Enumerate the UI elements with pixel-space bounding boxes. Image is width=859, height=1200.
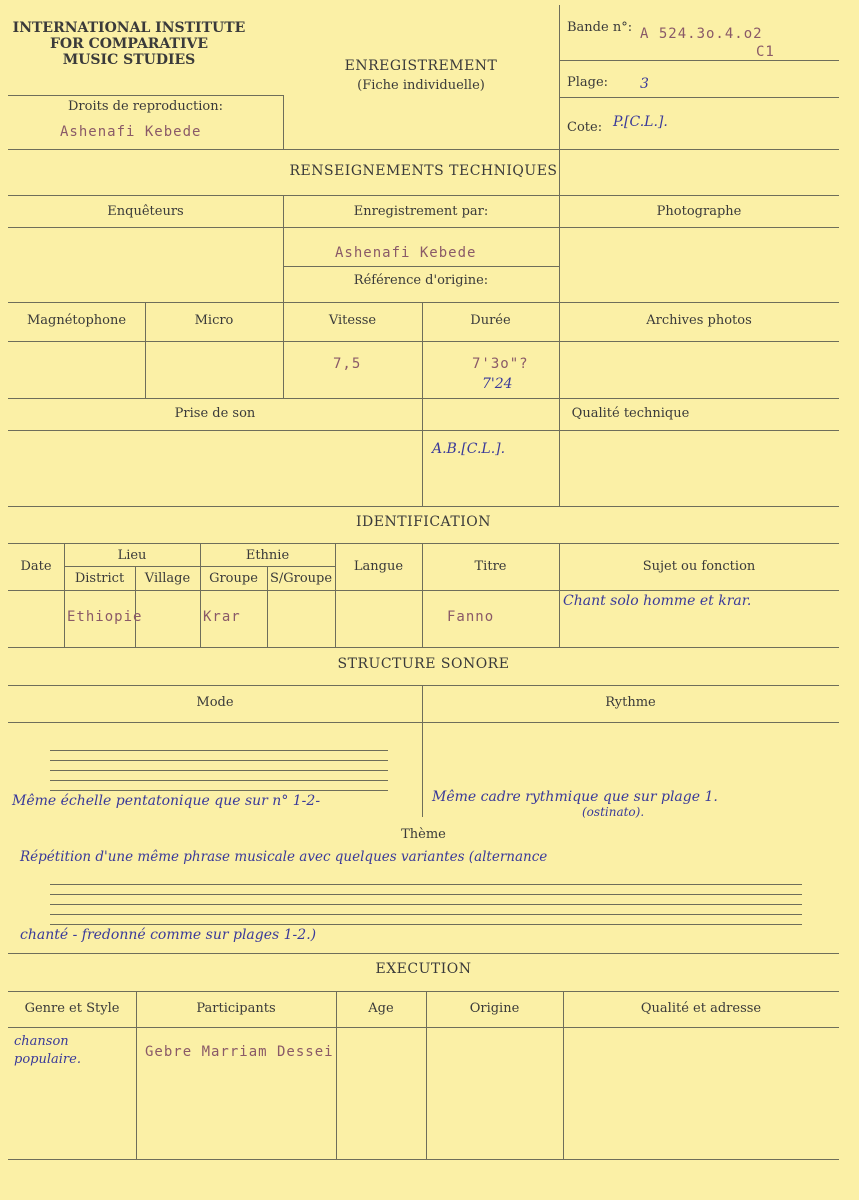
bande-value: A 524.3o.4.o2 <box>640 26 763 42</box>
qualite-value: A.B.[C.L.]. <box>432 441 506 457</box>
col-mode: Mode <box>196 695 234 710</box>
bande-sub: C1 <box>756 44 775 60</box>
divider <box>559 543 560 647</box>
divider <box>336 991 337 1159</box>
mode-value: Même échelle pentatonique que sur n° 1-2- <box>12 793 321 809</box>
col-age: Age <box>368 1001 394 1016</box>
divider <box>136 991 137 1159</box>
plage-value: 3 <box>640 76 649 92</box>
divider <box>8 1159 839 1160</box>
divider <box>563 991 564 1159</box>
divider <box>8 430 839 431</box>
divider <box>8 1027 839 1028</box>
divider <box>8 991 839 992</box>
col-ethnie: Ethnie <box>245 548 290 563</box>
divider <box>8 149 839 150</box>
divider <box>559 5 560 149</box>
cote-value: P.[C.L.]. <box>613 114 668 130</box>
divider <box>8 647 839 648</box>
divider <box>145 302 146 398</box>
col-village: Village <box>144 571 191 586</box>
duree-value: 7'3o"? <box>472 356 529 372</box>
titre-value: Fanno <box>447 609 495 625</box>
divider <box>200 543 201 647</box>
bande-label: Bande n°: <box>567 20 633 35</box>
col-vitesse: Vitesse <box>328 313 377 328</box>
divider <box>8 685 839 686</box>
section-title-technique: RENSEIGNEMENTS TECHNIQUES <box>289 163 558 179</box>
divider <box>135 566 136 647</box>
divider <box>283 266 559 267</box>
col-magnetophone: Magnétophone <box>26 313 127 328</box>
col-archives: Archives photos <box>646 313 752 328</box>
divider <box>283 95 284 149</box>
col-lieu: Lieu <box>117 548 147 563</box>
rythme-value-2: (ostinato). <box>582 805 645 819</box>
divider <box>559 97 839 98</box>
reference-label: Référence d'origine: <box>353 273 489 288</box>
enregistrement-value: Ashenafi Kebede <box>335 245 477 261</box>
section-title-identification: IDENTIFICATION <box>356 514 491 530</box>
divider <box>8 398 839 399</box>
col-enregistrement-par: Enregistrement par: <box>353 204 489 219</box>
staff-line <box>50 790 388 791</box>
groupe-value: Krar <box>203 609 241 625</box>
divider <box>8 227 839 228</box>
col-sgroupe: S/Groupe <box>269 571 333 586</box>
divider <box>426 991 427 1159</box>
staff-line <box>50 914 802 915</box>
theme-line-2: chanté - fredonné comme sur plages 1-2.) <box>20 927 317 943</box>
divider <box>8 590 839 591</box>
droits-label: Droits de reproduction: <box>67 99 223 114</box>
col-prise-de-son: Prise de son <box>174 406 256 421</box>
col-langue: Langue <box>353 559 404 574</box>
plage-label: Plage: <box>567 75 609 90</box>
staff-line <box>50 780 388 781</box>
staff-line <box>50 904 802 905</box>
rythme-value: Même cadre rythmique que sur plage 1. <box>432 789 718 805</box>
form-subtitle: (Fiche individuelle) <box>357 78 485 93</box>
col-rythme: Rythme <box>605 695 656 710</box>
theme-line-1: Répétition d'une même phrase musicale avec quelques variantes (alternance <box>20 849 548 865</box>
divider <box>422 543 423 647</box>
col-groupe: Groupe <box>209 571 258 586</box>
divider <box>8 95 283 96</box>
divider <box>559 60 839 61</box>
section-title-execution: EXECUTION <box>375 961 472 977</box>
divider <box>64 543 65 647</box>
col-micro: Micro <box>194 313 234 328</box>
divider <box>422 685 423 817</box>
divider <box>283 302 284 398</box>
district-value: Ethiopie <box>67 609 143 625</box>
participants-value: Gebre Marriam Dessei <box>145 1044 334 1060</box>
divider <box>8 506 839 507</box>
divider <box>283 195 284 302</box>
staff-line <box>50 884 802 885</box>
staff-line <box>50 924 802 925</box>
col-titre: Titre <box>474 559 507 574</box>
col-qualite-technique: Qualité technique <box>571 406 690 421</box>
col-enqueteurs: Enquêteurs <box>107 204 184 219</box>
divider <box>267 566 268 647</box>
form-title: ENREGISTREMENT <box>344 58 498 74</box>
col-district: District <box>74 571 125 586</box>
col-photographe: Photographe <box>656 204 742 219</box>
section-title-structure: STRUCTURE SONORE <box>337 656 510 672</box>
genre-value: chanson populaire. <box>14 1034 81 1067</box>
staff-line <box>50 760 388 761</box>
staff-line <box>50 894 802 895</box>
divider <box>8 722 839 723</box>
col-qualite-adresse: Qualité et adresse <box>640 1001 762 1016</box>
divider <box>8 953 839 954</box>
institute-name <box>0 20 258 68</box>
col-duree: Durée <box>470 313 511 328</box>
institute-line-1: INTERNATIONAL INSTITUTE <box>12 20 246 36</box>
col-sujet: Sujet ou fonction <box>642 559 756 574</box>
col-participants: Participants <box>196 1001 276 1016</box>
institute-line-2: FOR COMPARATIVE <box>49 36 209 52</box>
theme-label: Thème <box>401 827 446 842</box>
divider <box>8 302 839 303</box>
divider <box>8 341 839 342</box>
staff-line <box>50 770 388 771</box>
col-date: Date <box>20 559 52 574</box>
institute-line-3: MUSIC STUDIES <box>62 52 196 68</box>
droits-value: Ashenafi Kebede <box>60 124 202 140</box>
vitesse-value: 7,5 <box>333 356 362 372</box>
divider <box>422 302 423 506</box>
cote-label: Cote: <box>567 120 603 135</box>
divider <box>8 195 839 196</box>
col-origine: Origine <box>469 1001 520 1016</box>
duree-hand: 7'24 <box>482 376 513 392</box>
staff-line <box>50 750 388 751</box>
divider <box>335 543 336 647</box>
sujet-value: Chant solo homme et krar. <box>563 593 752 609</box>
divider <box>8 543 839 544</box>
col-genre: Genre et Style <box>24 1001 120 1016</box>
